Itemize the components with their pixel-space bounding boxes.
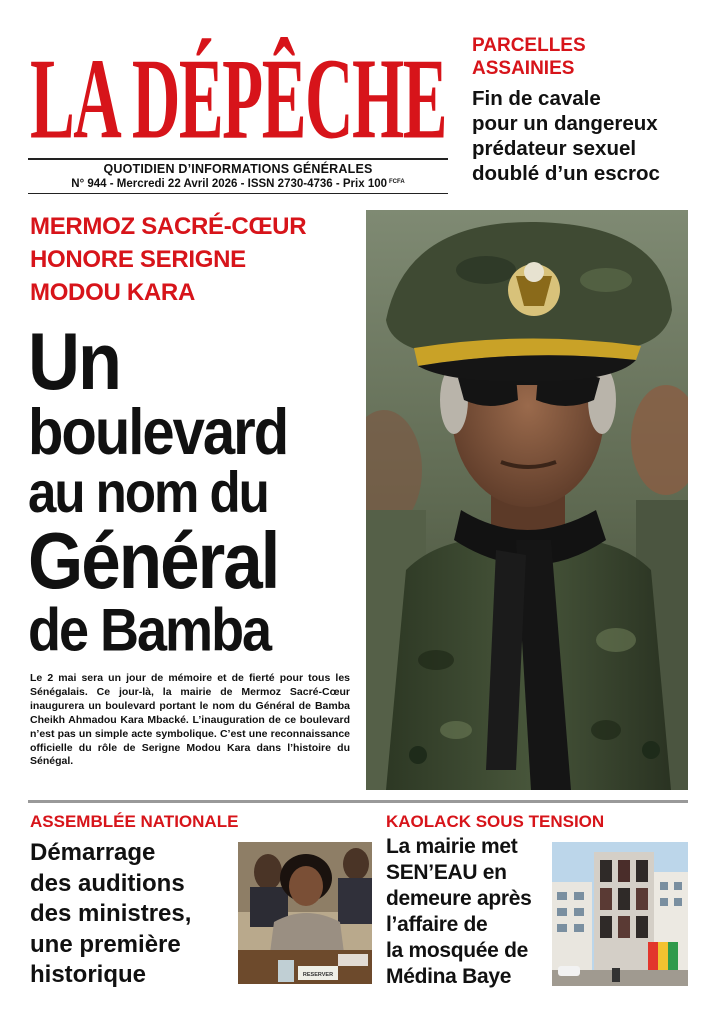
lead-headline-line: Général [28, 517, 279, 606]
bottom-left-title-line: historique [30, 961, 147, 988]
currency-label: FCFA [389, 179, 405, 185]
lead-headline-line: de Bamba [28, 596, 271, 664]
bottom-right-kicker[interactable]: KAOLACK SOUS TENSION [386, 812, 605, 831]
bottom-left-title[interactable] [30, 838, 240, 991]
newspaper-logo [28, 28, 448, 154]
issue-details: N° 944 - Mercredi 22 Avril 2026 - ISSN 2730-4736 - Prix 100 [71, 178, 388, 190]
top-teaser-kicker[interactable] [472, 34, 702, 80]
bottom-right-title-line: SEN’EAU en [386, 861, 507, 884]
top-teaser-title-line: prédateur sexuel [472, 137, 637, 160]
nameplate-text: RESERVER [302, 972, 334, 978]
lead-kicker-line: MERMOZ SACRÉ-CŒUR [30, 213, 307, 240]
bottom-left-title-line: des auditions [30, 869, 185, 897]
bottom-left-title-line: une première [30, 930, 181, 958]
bottom-right-photo[interactable] [552, 842, 688, 986]
top-teaser-kicker-line: ASSAINIES [472, 58, 575, 79]
lead-headline-line: au nom du [28, 460, 268, 525]
lead-headline-line: boulevard [28, 395, 288, 469]
top-teaser-title-line: Fin de cavale [472, 87, 601, 110]
lead-kicker[interactable] [30, 210, 365, 309]
lead-kicker-line: HONORE SERIGNE [30, 246, 246, 273]
issue-line [28, 178, 448, 190]
lead-headline[interactable] [28, 317, 368, 664]
masthead-tagline: QUOTIDIEN D’INFORMATIONS GÉNÉRALES [103, 162, 373, 176]
bottom-right-title-line: Médina Baye [386, 965, 512, 988]
section-divider [28, 800, 688, 803]
bottom-right-title-line: demeure après [386, 887, 532, 910]
top-teaser-title-line: pour un dangereux [472, 112, 658, 135]
bottom-right-title-line: l’affaire de [386, 913, 488, 936]
top-teaser-title-line: doublé d’un escroc [472, 162, 660, 185]
bottom-left-title-line: des ministres, [30, 900, 192, 927]
bottom-left-title-line: Démarrage [30, 839, 156, 866]
lead-kicker-line: MODOU KARA [30, 279, 195, 306]
logo-text: LA DÉPÊCHE [30, 34, 447, 154]
masthead-rule-bottom [28, 193, 448, 194]
bottom-left-photo[interactable] [238, 842, 372, 984]
lead-body-text: Le 2 mai sera un jour de mémoire et de fierté pour tous les Sénégalais. Ce jour-là, la mairie de Mermoz Sacré-Cœur inaugurera un boulevard portant le nom du Général de Bamba Cheikh Ahmadou Kara Mbacké. L’inauguration de ce boulevard n’est pas un simple acte symbolique. C’est une reconnaissance officielle du rôle de Serigne Modou Kara dans l’histoire du Sénégal. [30, 672, 350, 768]
lead-headline-line: Un [28, 317, 120, 408]
bottom-left-kicker[interactable]: ASSEMBLÉE NATIONALE [30, 812, 239, 831]
lead-photo[interactable] [366, 210, 688, 790]
bottom-right-title[interactable] [386, 834, 556, 990]
bottom-right-title-line: la mosquée de [386, 939, 528, 962]
masthead-rule-top [28, 158, 448, 160]
top-teaser-title[interactable] [472, 86, 707, 186]
bottom-right-title-line: La mairie met [386, 835, 518, 858]
top-teaser-kicker-line: PARCELLES [472, 35, 586, 56]
